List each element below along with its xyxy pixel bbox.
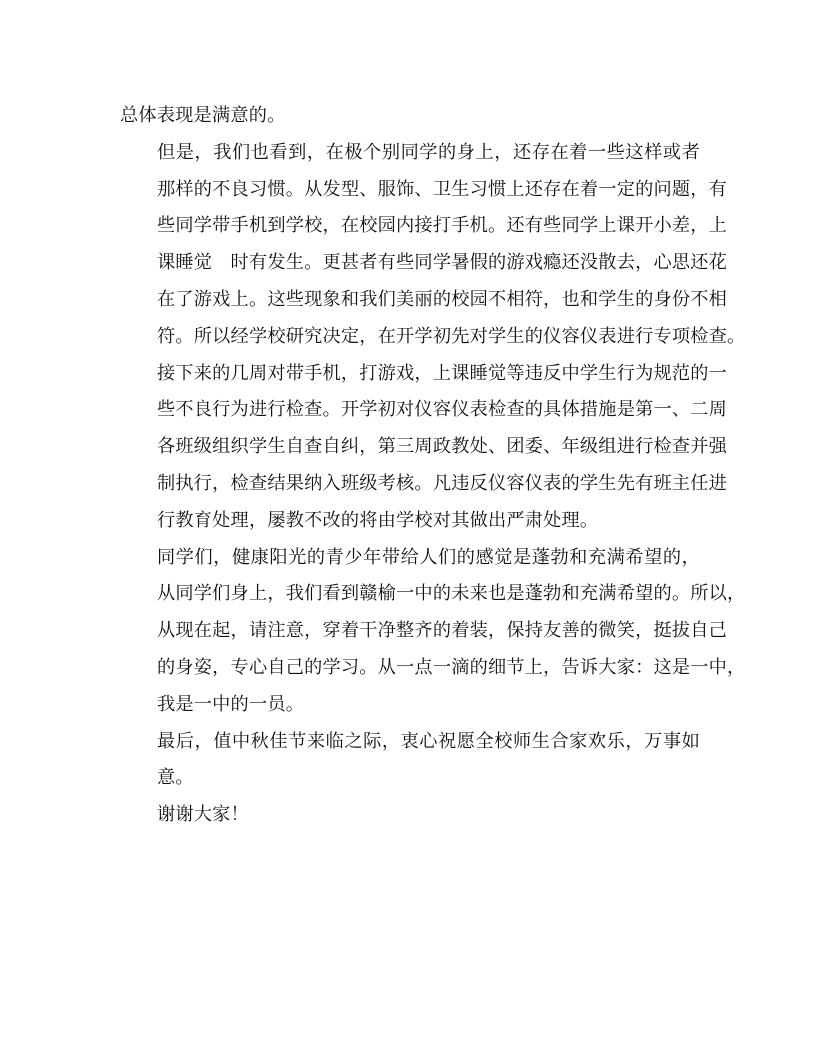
text-line: 意。 (157, 767, 194, 789)
text-line: 课睡觉 时有发生。更甚者有些同学暑假的游戏瘾还没散去，心思还花 (157, 252, 728, 274)
text-line: 制执行，检查结果纳入班级考核。凡违反仪容仪表的学生先有班主任进 (157, 472, 728, 494)
text-line: 些同学带手机到学校，在校园内接打手机。还有些同学上课开小差，上 (157, 215, 728, 237)
paragraph-5 (120, 797, 700, 834)
text-line: 些不良行为进行检查。开学初对仪容仪表检查的具体措施是第一、二周 (157, 399, 728, 421)
paragraph-4 (120, 724, 700, 798)
text-line: 我是一中的一员。 (157, 693, 305, 715)
text-line: 总体表现是满意的。 (120, 105, 286, 126)
text-line: 在了游戏上。这些现象和我们美丽的校园不相符，也和学生的身份不相 (157, 288, 728, 310)
text-line: 谢谢大家！ (157, 804, 249, 826)
paragraph-3 (120, 540, 746, 724)
paragraph-2 (120, 135, 746, 540)
paragraph-1 (120, 98, 700, 135)
text-line: 从同学们身上，我们看到赣榆一中的未来也是蓬勃和充满希望的。所以， (157, 583, 746, 605)
text-line: 行教育处理，屡教不改的将由学校对其做出严肃处理。 (157, 509, 599, 531)
text-line: 同学们，健康阳光的青少年带给人们的感觉是蓬勃和充满希望的， (157, 546, 700, 568)
document-body (120, 98, 746, 834)
text-line: 从现在起，请注意，穿着干净整齐的着装，保持友善的微笑，挺拔自己 (157, 620, 728, 642)
text-line: 但是，我们也看到，在极个别同学的身上，还存在着一些这样或者 (157, 141, 700, 163)
text-line: 接下来的几周对带手机，打游戏，上课睡觉等违反中学生行为规范的一 (157, 362, 728, 384)
text-line: 那样的不良习惯。从发型、服饰、卫生习惯上还存在着一定的问题，有 (157, 178, 728, 200)
text-line: 的身姿，专心自己的学习。从一点一滴的细节上，告诉大家：这是一中， (157, 656, 746, 678)
text-line: 最后，值中秋佳节来临之际，衷心祝愿全校师生合家欢乐，万事如 (157, 730, 700, 752)
text-line: 各班级组织学生自查自纠，第三周政教处、团委、年级组进行检查并强 (157, 436, 728, 458)
text-line: 符。所以经学校研究决定，在开学初先对学生的仪容仪表进行专项检查。 (157, 325, 746, 347)
